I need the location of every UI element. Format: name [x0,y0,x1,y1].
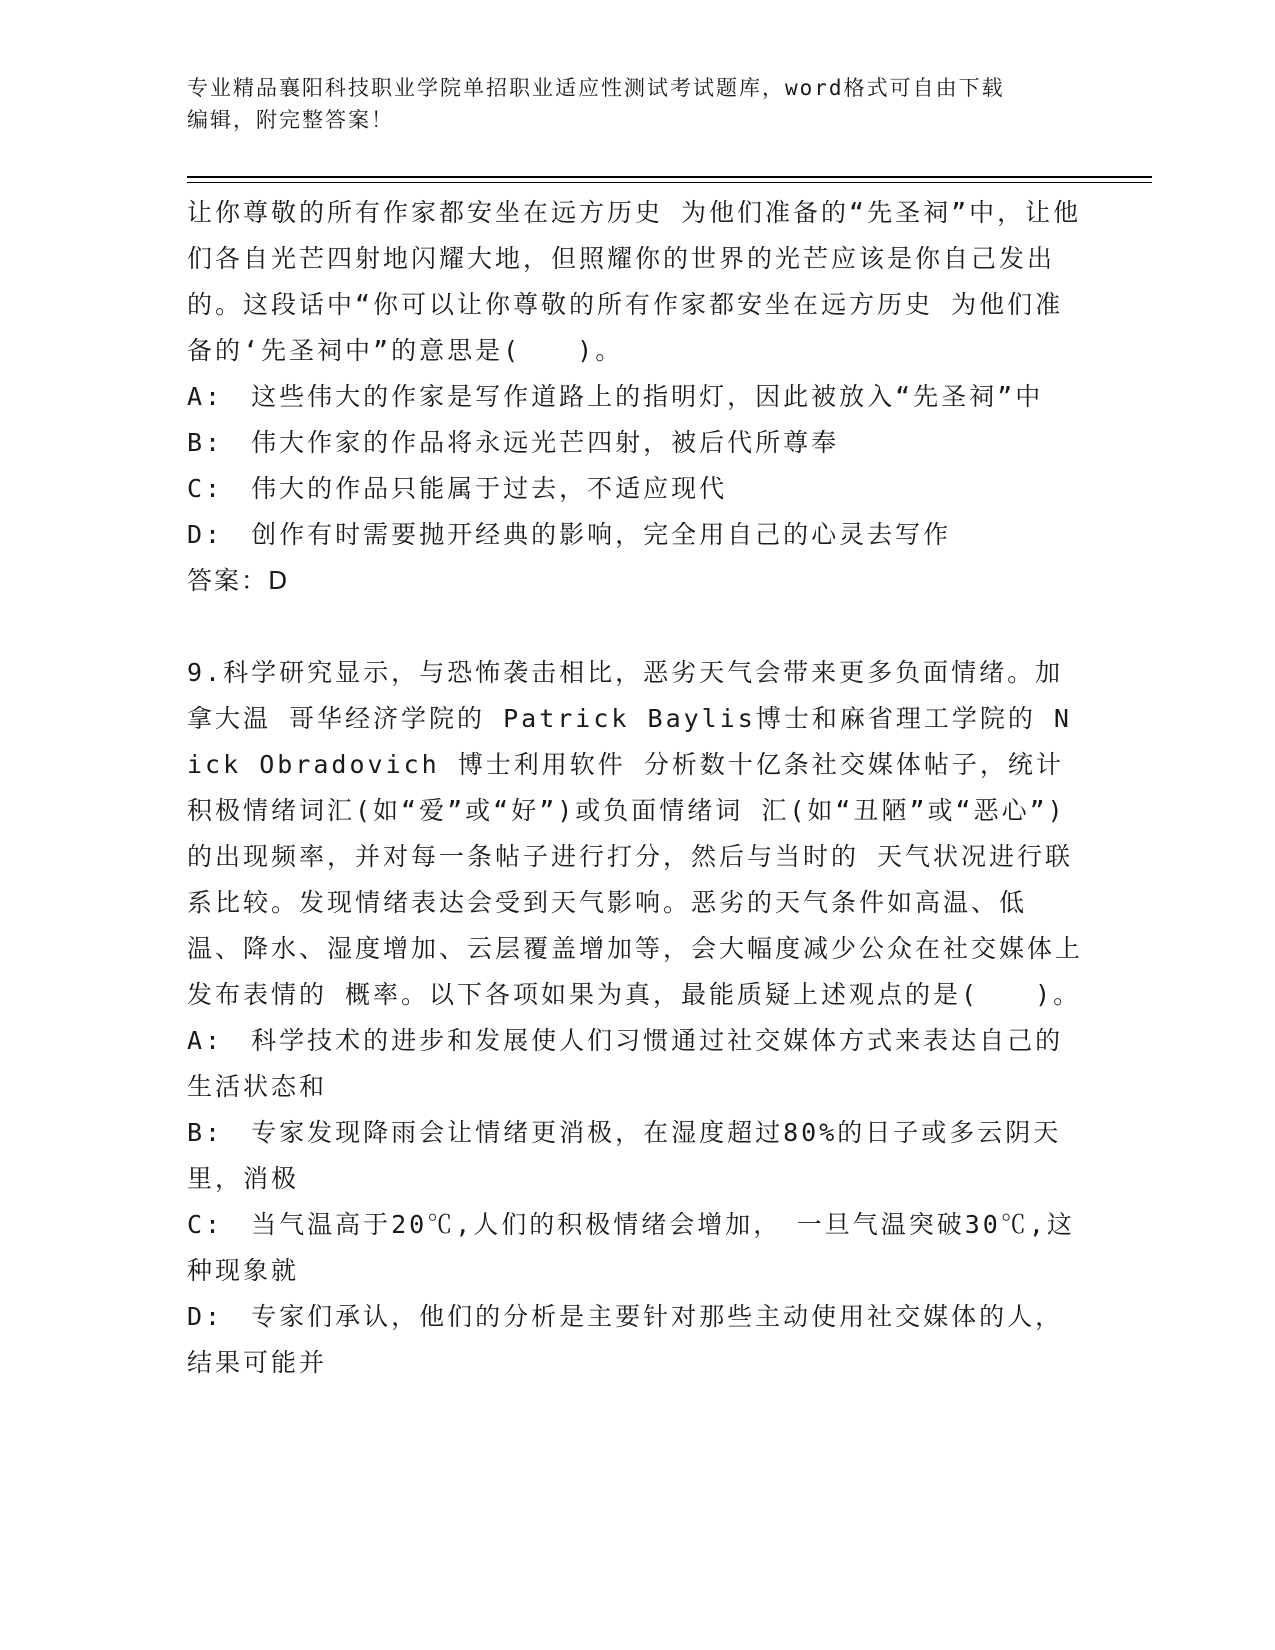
question-9-option-d: D: 专家们承认，他们的分析是主要针对那些主动使用社交媒体的人，结果可能并 [187,1302,1064,1377]
question-8-option-a: A: 这些伟大的作家是写作道路上的指明灯，因此被放入“先圣祠”中 [187,382,1044,411]
header-line-2: 编辑，附完整答案！ [187,108,394,132]
header-rule-thick [187,176,1152,178]
question-9-option-c: C: 当气温高于20℃,人们的积极情绪会增加， 一旦气温突破30℃,这种现象就 [187,1210,1075,1285]
question-9-stem: 9.科学研究显示，与恐怖袭击相比，恶劣天气会带来更多负面情绪。加拿大温 哥华经济学院的 Patrick Baylis博士和麻省理工学院的 Nick Obradovich 博士利用软件 分析数十亿条社交媒体帖子，统计积极情绪词汇(如“爱”或“好”)或负面情绪词 汇(如“丑陋”或“恶心”)的出现频率，并对每一条帖子进行打分，然后与当时的 天气状况进行联系比较。发现情绪表达会受到天气影响。恶劣的天气条件如高温、低 温、降水、湿度增加、云层覆盖增加等，会大幅度减少公众在社交媒体上发布表情的 概率。以下各项如果为真，最能质疑上述观点的是( )。 [187,658,1084,1009]
question-8-stem: 让你尊敬的所有作家都安坐在远方历史 为他们准备的“先圣祠”中，让他们各自光芒四射地闪耀大地，但照耀你的世界的光芒应该是你自己发出的。这段话中“你可以让你尊敬的所有作家都安坐在远方历史 为他们准备的‘先圣祠中”的意思是( )。 [187,198,1082,365]
header-rule-thin [187,182,1152,183]
question-8-option-d: D: 创作有时需要抛开经典的影响，完全用自己的心灵去写作 [187,520,952,549]
document-header [187,72,1087,136]
question-8-answer: 答案：D [187,566,290,595]
question-9-option-a: A: 科学技术的进步和发展使人们习惯通过社交媒体方式来表达自己的生活状态和 [187,1026,1064,1101]
question-8-option-c: C: 伟大的作品只能属于过去，不适应现代 [187,474,728,503]
header-line-1: 专业精品襄阳科技职业学院单招职业适应性测试考试题库，word格式可自由下载 [187,76,1005,100]
question-spacer [187,604,1087,650]
document-body [187,190,1087,1386]
question-8-option-b: B: 伟大作家的作品将永远光芒四射，被后代所尊奉 [187,428,840,457]
question-9-option-b: B: 专家发现降雨会让情绪更消极，在湿度超过80%的日子或多云阴天里，消极 [187,1118,1062,1193]
